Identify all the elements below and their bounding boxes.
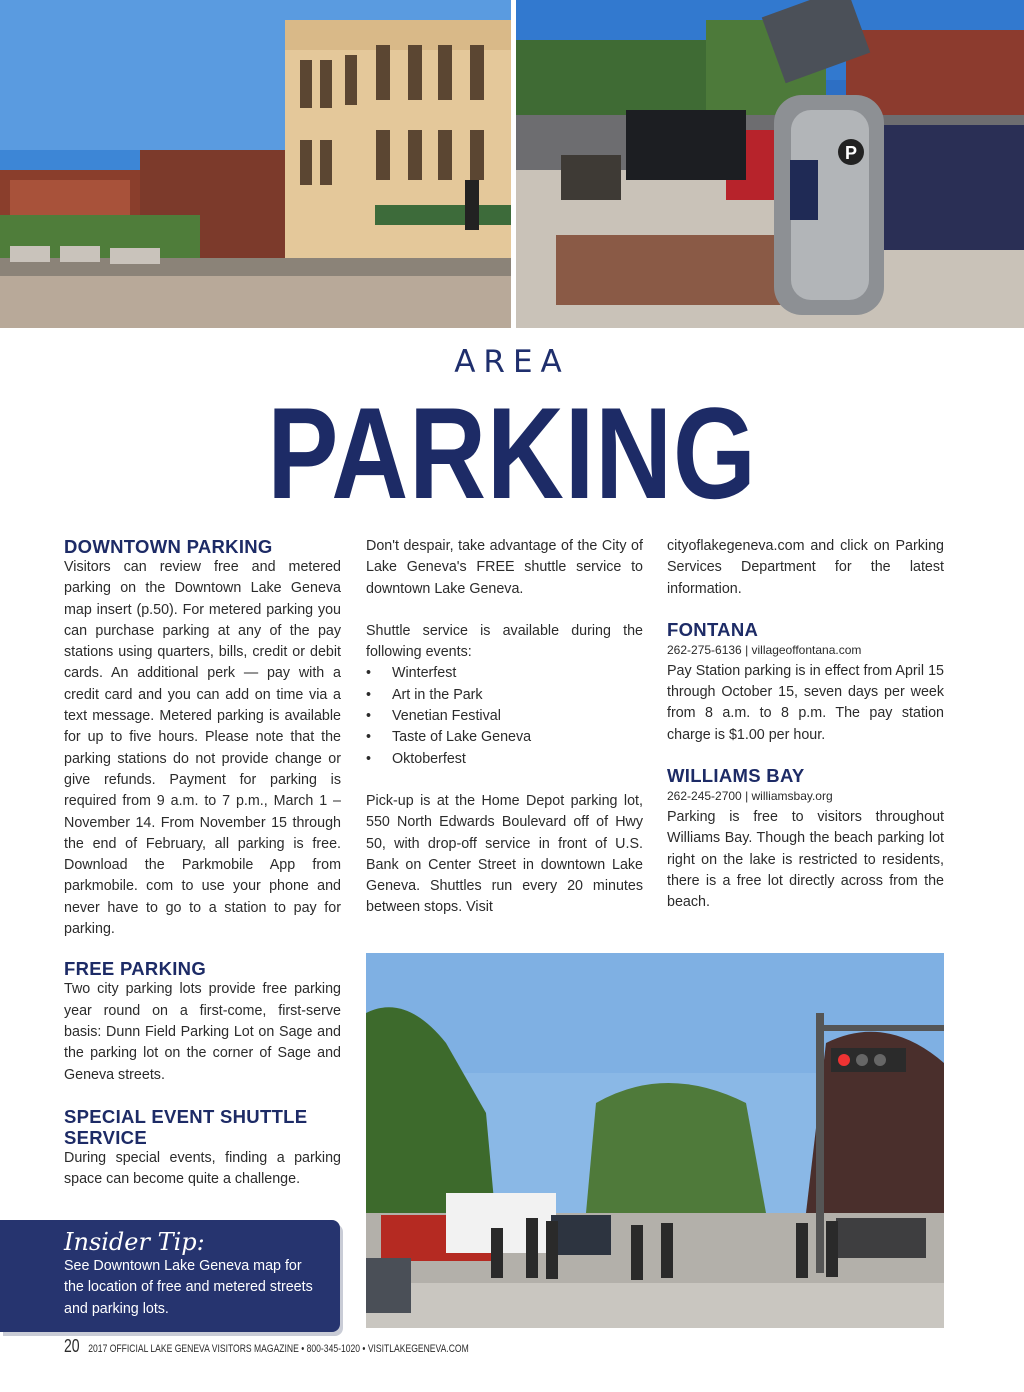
page-footer (64, 1336, 469, 1357)
shuttle-events-list (366, 663, 643, 769)
insider-tip-box (0, 1220, 340, 1332)
column-2 (366, 536, 643, 919)
fontana-contact: 262-275-6136 | villageoffontana.com (667, 642, 862, 657)
free-parking-body: Two city parking lots provide free parking year round on a first-come, first-serve basis: Dunn Field Parking Lot on Sage and the parking lot on the corner of Sage and Geneva streets. (64, 981, 341, 1083)
pay-station-photo (516, 0, 1024, 328)
footer-text: 2017 OFFICIAL LAKE GENEVA VISITORS MAGAZINE • 800-345-1020 • VISITLAKEGENEVA.COM (88, 1343, 469, 1355)
insider-tip-title: Insider Tip: (64, 1228, 205, 1256)
williams-bay-contact: 262-245-2700 | williamsbay.org (667, 789, 833, 804)
insider-tip-text: See Downtown Lake Geneva map for the location of free and metered streets and parking lots. (64, 1258, 313, 1317)
williams-bay-body: Parking is free to visitors throughout Williams Bay. Though the beach parking lot right on the lake is restricted to residents, there is a free lot directly across from the beach. (667, 809, 944, 911)
fontana-body: Pay Station parking is in effect from April 15 through October 15, seven days per week from 8 a.m. to 8 p.m. The pay station charge is $1.00 per hour. (667, 662, 944, 743)
shuttle-body-1: During special events, finding a parking space can become quite a challenge. (64, 1149, 341, 1188)
fontana-heading: FONTANA (667, 618, 759, 640)
shuttle-body-4: Pick-up is at the Home Depot parking lot, 550 North Edwards Boulevard off of Hwy 50, with drop-off service in front of U.S. Bank on Center Street in downtown Lake Geneva. Shuttles run every 20 minutes between stops. Visit (366, 792, 643, 916)
shuttle-heading: SPECIAL EVENT SHUTTLE SERVICE (64, 1105, 308, 1148)
column-3 (667, 536, 944, 914)
shuttle-body-3: Shuttle service is available during the following events: (366, 622, 643, 661)
svg-text:P: P (845, 143, 858, 163)
page-title: PARKING (267, 380, 757, 526)
free-parking-heading: FREE PARKING (64, 958, 207, 980)
list-item: • Venetian Festival (366, 706, 643, 727)
list-item: • Winterfest (366, 663, 643, 684)
list-item: • Taste of Lake Geneva (366, 727, 643, 748)
street-crossing-photo (366, 953, 944, 1328)
shuttle-body-5: cityoflakegeneva.com and click on Parking Services Department for the latest information. (667, 538, 944, 597)
list-item: • Oktoberfest (366, 749, 643, 770)
shuttle-body-2: Don't despair, take advantage of the City of Lake Geneva's FREE shuttle service to downtown Lake Geneva. (366, 538, 643, 597)
downtown-street-photo (0, 0, 511, 328)
page-number: 20 (64, 1336, 80, 1356)
title-kicker: AREA (454, 344, 570, 380)
column-1 (64, 536, 341, 1190)
downtown-parking-body: Visitors can review free and metered parking on the Downtown Lake Geneva map insert (p.50). For metered parking you can purchase parking at any of the pay stations using quarters, bills, credit or debit cards. An additional perk — pay with a credit card and you can add on time via a text message. Metered parking is available for up to five hours. Please note that the parking stations do not provide change or give refunds. Payment for parking is required from 9 a.m. to 7 p.m., March 1 – November 14. From November 15 through the end of February, all parking is free. Download the Parkmobile App from parkmobile. com to use your phone and never have to go to a station to pay for parking. (64, 559, 341, 938)
williams-bay-heading: WILLIAMS BAY (667, 765, 805, 787)
list-item: • Art in the Park (366, 685, 643, 706)
downtown-parking-heading: DOWNTOWN PARKING (64, 536, 273, 557)
